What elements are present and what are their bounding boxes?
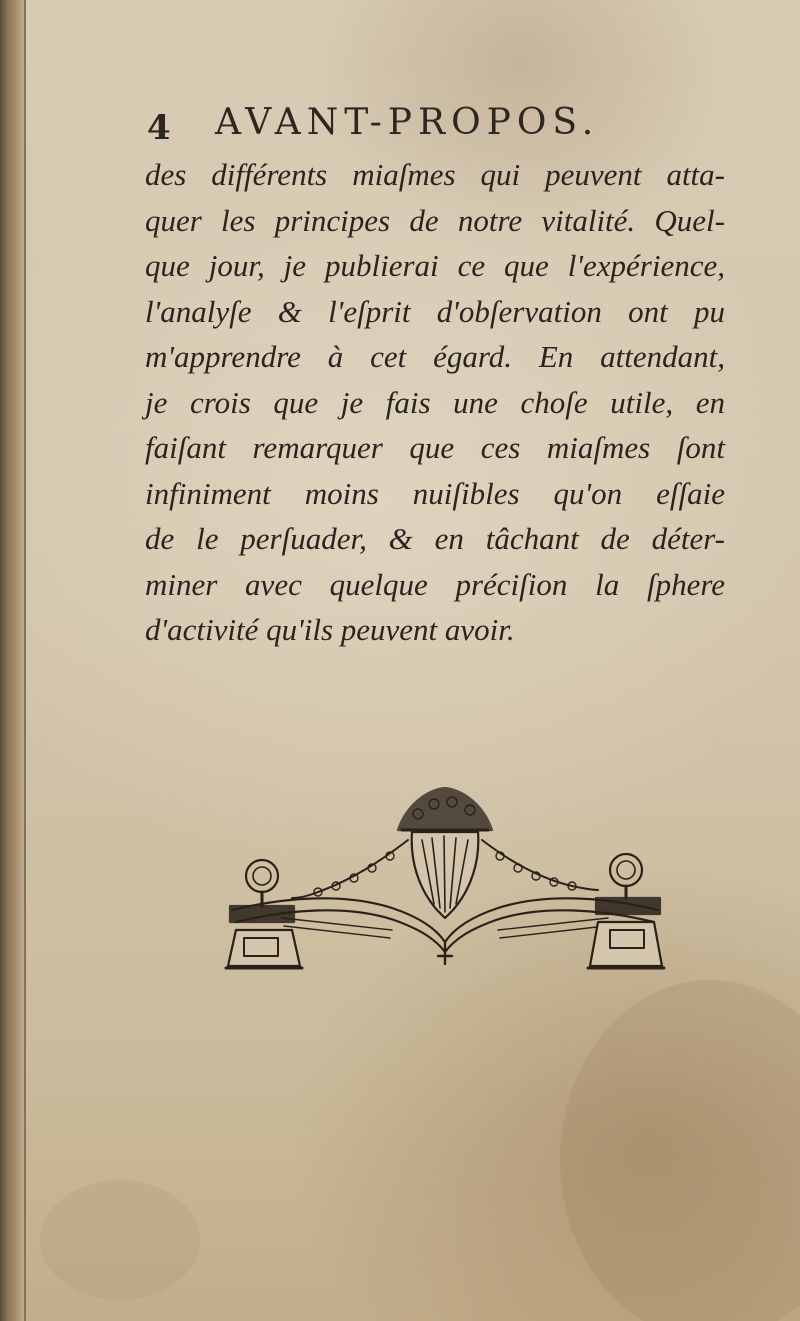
text-line: des différents miaſmes qui peuvent atta- (145, 157, 725, 192)
text-line: faiſant remarquer que ces miaſmes ſont (145, 430, 725, 465)
text-line: de le perſuader, & en tâchant de déter- (145, 521, 725, 556)
paper-stain (560, 980, 800, 1321)
text-line: d'activité qu'ils peuvent avoir. (145, 612, 515, 647)
running-header (147, 102, 707, 152)
text-line: que jour, je publierai ce que l'expérience, (145, 248, 725, 283)
paper-stain (40, 1180, 200, 1300)
page-gutter (0, 0, 26, 1321)
text-line: l'analyſe & l'eſprit d'obſervation ont pu (145, 293, 725, 329)
text-line: je crois que je fais une choſe utile, en (145, 384, 725, 420)
page-number: 4 (147, 108, 171, 148)
text-line: infiniment moins nuiſibles qu'on eſſaie (145, 475, 725, 511)
tailpiece-ornament-icon (222, 780, 668, 972)
text-line: quer les principes de notre vitalité. Quel- (145, 202, 725, 238)
gutter-edge (24, 0, 26, 1321)
text-line: miner avec quelque préciſion la ſphere (145, 566, 725, 602)
running-title: AVANT-PROPOS. (215, 102, 600, 143)
body-text (145, 152, 725, 653)
text-line: m'apprendre à cet égard. En attendant, (145, 339, 725, 374)
